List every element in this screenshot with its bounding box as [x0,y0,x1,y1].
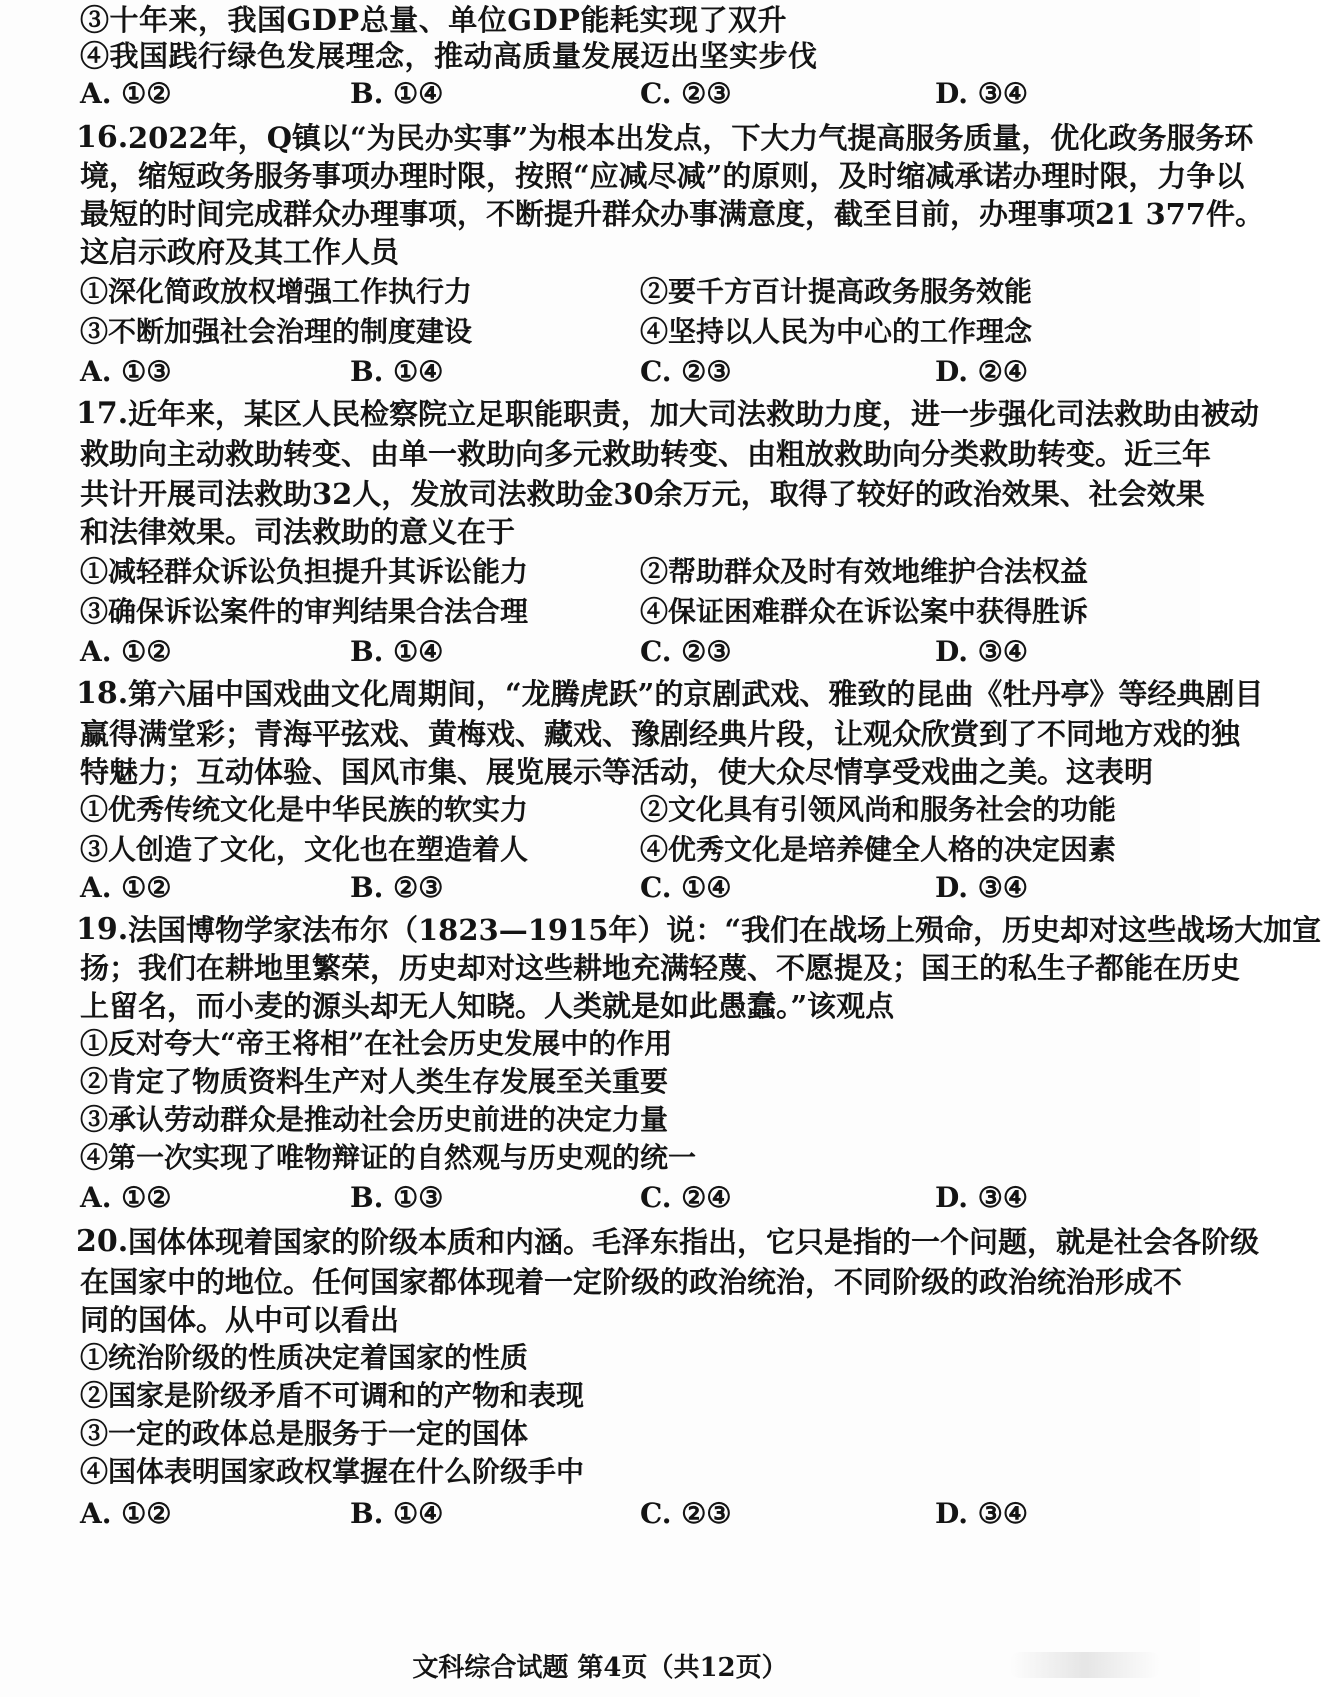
q20-choice-d[interactable]: D. ③④ [935,1497,1028,1530]
q19-option-4: ④第一次实现了唯物辩证的自然观与历史观的统一 [80,1141,697,1174]
q15-option-3: ③十年来，我国GDP总量、单位GDP能耗实现了双升 [80,3,787,37]
q18-choice-c[interactable]: C. ①④ [640,871,732,904]
q19-option-2: ②肯定了物质资料生产对人类生存发展至关重要 [80,1065,669,1098]
q16-option-2: ②要千方百计提高政务服务效能 [640,275,1033,308]
q20-stem-line-3: 同的国体。从中可以看出 [80,1303,400,1337]
q17-choice-d[interactable]: D. ③④ [935,635,1028,668]
q15-choice-d[interactable]: D. ③④ [935,77,1028,110]
q20-option-3: ③一定的政体总是服务于一定的国体 [80,1417,529,1450]
q15-option-4: ④我国践行绿色发展理念，推动高质量发展迈出坚实步伐 [80,39,818,73]
page-footer: 文科综合试题 第4页（共12页） [412,1653,788,1683]
q16-choice-d[interactable]: D. ②④ [935,355,1028,388]
q20-choice-a[interactable]: A. ①② [80,1497,172,1530]
q19-choice-c[interactable]: C. ②④ [640,1181,732,1214]
q20-choice-b[interactable]: B. ①④ [350,1497,444,1530]
q16-option-1: ①深化简政放权增强工作执行力 [80,275,473,308]
q17-option-4: ④保证困难群众在诉讼案中获得胜诉 [640,595,1089,628]
q18-option-3: ③人创造了文化，文化也在塑造着人 [80,833,529,866]
q20-stem-line-2: 在国家中的地位。任何国家都体现着一定阶级的政治统治，不同阶级的政治统治形成不 [80,1265,1183,1299]
watermark-smudge [1010,1652,1160,1678]
q19-stem-line-1: 法国博物学家法布尔（1823—1915年）说：“我们在战场上殒命，历史却对这些战场大加宣 [128,913,1321,947]
q17-stem-line-4: 和法律效果。司法救助的意义在于 [80,515,516,549]
q16-stem-line-3: 最短的时间完成群众办理事项，不断提升群众办事满意度，截至目前，办理事项21 377件。 [80,197,1264,231]
q17-option-3: ③确保诉讼案件的审判结果合法合理 [80,595,529,628]
q20-option-4: ④国体表明国家政权掌握在什么阶级手中 [80,1455,585,1488]
q16-option-3: ③不断加强社会治理的制度建设 [80,315,473,348]
q16-stem-line-2: 境，缩短政务服务事项办理时限，按照“应减尽减”的原则，及时缩减承诺办理时限，力争以 [80,159,1245,193]
q18-number: 18. [76,676,129,711]
q19-choice-a[interactable]: A. ①② [80,1181,172,1214]
q20-number: 20. [76,1224,129,1259]
q16-option-4: ④坚持以人民为中心的工作理念 [640,315,1033,348]
q18-stem-line-2: 赢得满堂彩；青海平弦戏、黄梅戏、藏戏、豫剧经典片段，让观众欣赏到了不同地方戏的独 [80,717,1241,751]
q18-stem-line-3: 特魅力；互动体验、国风市集、展览展示等活动，使大众尽情享受戏曲之美。这表明 [80,755,1154,789]
q18-stem-line-1: 第六届中国戏曲文化周期间，“龙腾虎跃”的京剧武戏、雅致的昆曲《牡丹亭》等经典剧目 [128,677,1264,711]
q17-stem-line-3: 共计开展司法救助32人，发放司法救助金30余万元，取得了较好的政治效果、社会效果 [80,477,1205,511]
q20-option-1: ①统治阶级的性质决定着国家的性质 [80,1341,529,1374]
q18-option-1: ①优秀传统文化是中华民族的软实力 [80,793,529,826]
q19-option-3: ③承认劳动群众是推动社会历史前进的决定力量 [80,1103,669,1136]
q18-choice-b[interactable]: B. ②③ [350,871,444,904]
q15-choice-c[interactable]: C. ②③ [640,77,732,110]
q19-number: 19. [76,912,129,947]
q18-option-2: ②文化具有引领风尚和服务社会的功能 [640,793,1117,826]
q16-choice-c[interactable]: C. ②③ [640,355,732,388]
q19-option-1: ①反对夸大“帝王将相”在社会历史发展中的作用 [80,1027,673,1060]
q20-choice-c[interactable]: C. ②③ [640,1497,732,1530]
q16-stem-line-1: 2022年，Q镇以“为民办实事”为根本出发点，下大力气提高服务质量，优化政务服务环 [128,121,1254,155]
q16-choice-b[interactable]: B. ①④ [350,355,444,388]
q17-option-2: ②帮助群众及时有效地维护合法权益 [640,555,1089,588]
q15-choice-b[interactable]: B. ①④ [350,77,444,110]
q19-choice-b[interactable]: B. ①③ [350,1181,444,1214]
q17-number: 17. [76,396,129,431]
q18-option-4: ④优秀文化是培养健全人格的决定因素 [640,833,1117,866]
q16-choice-a[interactable]: A. ①③ [80,355,172,388]
q17-choice-a[interactable]: A. ①② [80,635,172,668]
q19-stem-line-3: 上留名，而小麦的源头却无人知晓。人类就是如此愚蠢。”该观点 [80,989,895,1023]
q17-choice-b[interactable]: B. ①④ [350,635,444,668]
q20-stem-line-1: 国体体现着国家的阶级本质和内涵。毛泽东指出，它只是指的一个问题，就是社会各阶级 [128,1225,1260,1259]
q19-choice-d[interactable]: D. ③④ [935,1181,1028,1214]
q16-stem-line-4: 这启示政府及其工作人员 [80,235,400,269]
q18-choice-d[interactable]: D. ③④ [935,871,1028,904]
q20-option-2: ②国家是阶级矛盾不可调和的产物和表现 [80,1379,585,1412]
q17-stem-line-2: 救助向主动救助转变、由单一救助向多元救助转变、由粗放救助向分类救助转变。近三年 [80,437,1212,471]
q17-option-1: ①减轻群众诉讼负担提升其诉讼能力 [80,555,529,588]
q16-number: 16. [76,120,129,155]
q18-choice-a[interactable]: A. ①② [80,871,172,904]
q15-choice-a[interactable]: A. ①② [80,77,172,110]
q17-choice-c[interactable]: C. ②③ [640,635,732,668]
q17-stem-line-1: 近年来，某区人民检察院立足职能职责，加大司法救助力度，进一步强化司法救助由被动 [128,397,1260,431]
q19-stem-line-2: 扬；我们在耕地里繁荣，历史却对这些耕地充满轻蔑、不愿提及；国王的私生子都能在历史 [80,951,1241,985]
